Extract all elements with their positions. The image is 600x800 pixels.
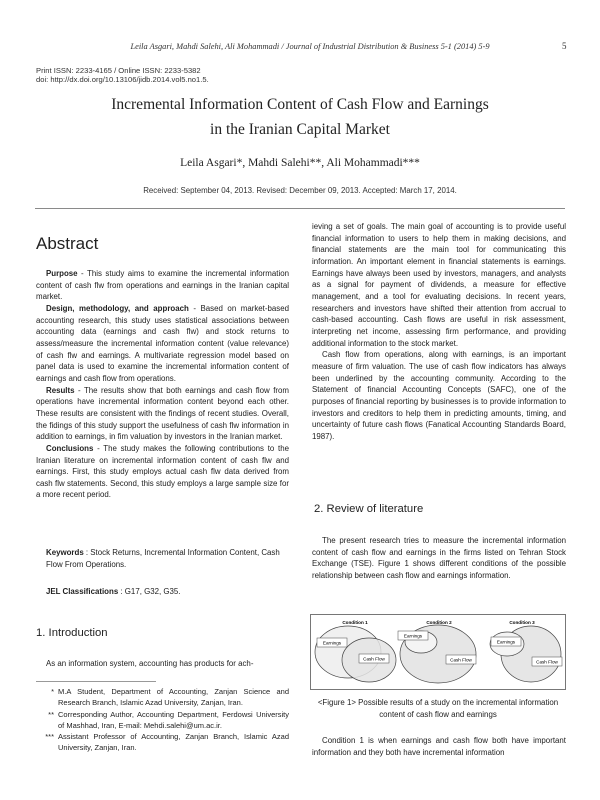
abstract-conclusions	[36, 443, 289, 501]
cashflow-label: Cash Flow	[536, 659, 558, 665]
jel-text: : G17, G32, G35.	[118, 587, 181, 596]
header-rule	[35, 208, 565, 209]
figure-caption-line-1: <Figure 1> Possible results of a study on the incremental information	[317, 698, 559, 707]
keywords	[46, 547, 291, 570]
dates: Received: September 04, 2013. Revised: December 09, 2013. Accepted: March 17, 2014.	[143, 186, 457, 195]
condition-2-label: Condition 2	[426, 620, 452, 625]
footnote-mark: *	[51, 687, 54, 696]
results-text: - The results show that both earnings and cash flow from operations have incremental information content beyond each other. These results are consistent with the findings of recent studies. Overall, the fidings of this study support the usefulness of cash flw information in addition to earnings, in fim valuation by investors in the Iranian market.	[36, 385, 289, 442]
right-column-intro	[312, 221, 566, 442]
doi-line: doi: http://dx.doi.org/10.13106/jidb.2014.vol5.no1.5.	[36, 75, 209, 84]
page-number: 5	[562, 41, 567, 51]
earnings-label: Earnings	[496, 639, 516, 645]
footnote-text: Assistant Professor of Accounting, Zanjan Branch, Islamic Azad University, Zanjan, Iran.	[58, 732, 289, 753]
abstract-design	[36, 303, 289, 385]
figure-caption-line-2: content of cash flow and earnings	[379, 709, 497, 719]
results-label: Results	[46, 385, 75, 395]
conclusions-label: Conclusions	[46, 443, 94, 453]
running-head: Leila Asgari, Mahdi Salehi, Ali Mohammadi / Journal of Industrial Distribution & Business 5-1 (2014) 5-9	[130, 42, 490, 51]
jel-label: JEL Classifications	[46, 587, 119, 596]
keywords-label: Keywords	[46, 548, 84, 557]
footnote	[36, 731, 289, 754]
intro-paragraph-2: Cash flow from operations, along with earnings, is an important measure of firm valuation. The use of cash flow indicators has always been underlined by the accounting community. According to the Statement of financial Accounting Concepts (SAFC), one of the purposes of financial reporting by businesses is to provide information to investors and creditors to help them in predicting amounts, timing, and uncertainty of future cash flows (Fanatical Accounting Standards Board, 1987).	[312, 350, 566, 441]
purpose-label: Purpose	[46, 269, 78, 278]
earnings-label: Earnings	[403, 633, 423, 639]
abstract-purpose	[36, 268, 289, 303]
footnote-rule	[36, 681, 156, 682]
introduction-text: As an information system, accounting has products for ach-	[46, 659, 254, 668]
issn-line: Print ISSN: 2233-4165 / Online ISSN: 2233-5382	[36, 66, 201, 75]
introduction-heading: 1. Introduction	[36, 627, 108, 639]
earnings-label: Earnings	[322, 640, 342, 646]
conclusions-text: - The study makes the following contributions to the Iranian literature on incremental information content of cash flw and earnings. First, this study employs actual cash flw data derived from cash flw statements. Second, this study employs a large sample size for a more recent period.	[36, 443, 289, 500]
design-text: - Based on market-based accounting research, this study uses statistical associations between accounting data (earnings and cash flw) and stock returns to assess/measure the incremental information content (value relevance) of cash flw and earnings. A multivariate regression model based on panel data is used to examine the incremental information content of earnings and cash flow from operations.	[36, 303, 289, 383]
title-line-1: Incremental Information Content of Cash Flow and Earnings	[111, 96, 489, 113]
abstract-body	[36, 268, 289, 501]
condition-3-label: Condition 3	[509, 620, 535, 625]
issn-block	[36, 66, 209, 84]
title-line-2: in the Iranian Capital Market	[210, 121, 390, 138]
footnote	[36, 686, 289, 709]
review-text: The present research tries to measure the incremental information content of cash flow and earnings in the firms listed on Tehran Stock Exchange (TSE). Figure 1 shows different conditions of the possible relationship between cash flow and earnings information.	[312, 536, 566, 580]
figure-caption	[310, 697, 566, 720]
abstract-heading: Abstract	[36, 234, 99, 253]
footnote-mark: **	[48, 709, 54, 719]
condition-text: Condition 1 is when earnings and cash flow both have important information and they both have incremental information	[312, 736, 566, 757]
footnote	[36, 709, 289, 732]
footnotes	[36, 686, 289, 754]
authors: Leila Asgari*, Mahdi Salehi**, Ali Mohammadi***	[180, 157, 420, 169]
figure-1	[310, 614, 566, 690]
cashflow-label: Cash Flow	[363, 656, 385, 662]
review-heading: 2. Review of literature	[314, 503, 424, 515]
design-label: Design, methodology, and approach	[46, 303, 189, 313]
intro-continued: ieving a set of goals. The main goal of accounting is to provide useful financial information to users to help them in making decisions, and financial statements are the main tool for communicating this information. An important element in financial statements is earnings. Earnings have always been used by investors, managers, and analysts as a signal for payment of dividends, a measure for effective management, and a tool for evaluating decisions. In recent years, researchers and investors have shifted their attention from accrual to cash-based accounting. Cash flows are useful in risk assessment, interpreting net income, assessing firm performance, and providing additional information to the stock market.	[312, 222, 566, 348]
keywords-text: : Stock Returns, Incremental Information Content, Cash Flow From Operations.	[46, 548, 280, 569]
purpose-text: - This study aims to examine the incremental information content of cash flw from operations and earnings in the Iranian capital market.	[36, 269, 289, 302]
abstract-results	[36, 385, 289, 443]
cashflow-label: Cash Flow	[450, 657, 472, 663]
footnote-text: Corresponding Author, Accounting Department, Ferdowsi University of Mashhad, Iran, E-mail: Mehdi.salehi@um.ac.ir.	[58, 709, 289, 730]
footnote-mark: ***	[45, 732, 54, 742]
jel-classifications	[46, 587, 181, 596]
footnote-text: M.A Student, Department of Accounting, Zanjan Science and Research Branch, Islamic Azad University, Zanjan, Iran.	[58, 687, 289, 708]
condition-1-label: Condition 1	[342, 620, 368, 625]
